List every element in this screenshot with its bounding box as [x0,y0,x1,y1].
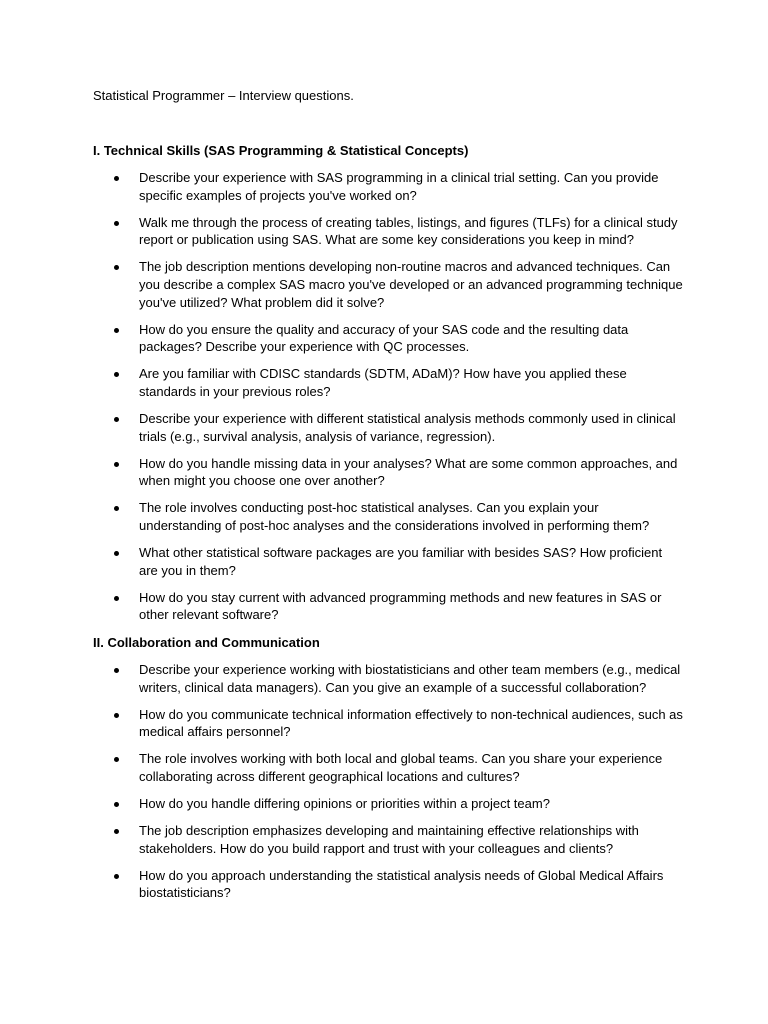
bullet-icon [114,417,119,422]
bullet-icon [114,506,119,511]
question-item [93,661,683,696]
question-item [93,706,683,741]
question-item [93,214,683,249]
document-title: Statistical Programmer – Interview questions. [93,88,354,103]
question-item [93,750,683,785]
question-item [93,822,683,857]
question-item [93,321,683,356]
bullet-icon [114,265,119,270]
section-heading-collaboration: II. Collaboration and Communication [93,634,320,650]
bullet-icon [114,829,119,834]
bullet-icon [114,668,119,673]
question-text: The job description emphasizes developing and maintaining effective relationships with stakeholders. How do you build rapport and trust with your colleagues and clients? [139,823,639,856]
question-text: What other statistical software packages are you familiar with besides SAS? How proficient are you in them? [139,545,663,578]
question-text: How do you handle differing opinions or priorities within a project team? [139,796,550,812]
question-text: How do you handle missing data in your analyses? What are some common approaches, and when might you choose one over another? [139,455,678,489]
bullet-icon [114,176,119,181]
question-item [93,410,683,445]
section-heading-technical-skills: I. Technical Skills (SAS Programming & Statistical Concepts) [93,143,469,158]
bullet-icon [114,328,119,333]
question-text: Describe your experience working with biostatisticians and other team members (e.g., medical writers, clinical data managers). Can you give an example of a successful collaboration? [139,661,681,695]
bullet-icon [114,462,119,467]
question-item [93,169,683,204]
question-text: Describe your experience with different statistical analysis methods commonly used in clinical trials (e.g., survival analysis, analysis of variance, regression). [139,411,676,444]
bullet-icon [114,757,119,762]
question-item [93,867,683,902]
question-item [93,499,683,534]
question-text: The role involves working with both local and global teams. Can you share your experience collaborating across different geographical locations and cultures? [139,751,663,784]
question-text: How do you approach understanding the statistical analysis needs of Global Medical Affairs biostatisticians? [139,867,664,901]
question-item [93,589,683,624]
question-text: How do you ensure the quality and accuracy of your SAS code and the resulting data packages? Describe your experience with QC processes. [139,321,629,355]
bullet-icon [114,221,119,226]
collaboration-question-list [93,661,683,902]
question-text: The job description mentions developing non-routine macros and advanced techniques. Can you describe a complex SAS macro you've developed or an advanced programming technique you've utilized? What problem did it solve? [139,259,683,310]
question-item [93,795,683,813]
question-text: The role involves conducting post-hoc statistical analyses. Can you explain your understanding of post-hoc analyses and the considerations involved in performing them? [139,500,650,533]
bullet-icon [114,802,119,807]
question-text: Are you familiar with CDISC standards (SDTM, ADaM)? How have you applied these standards in your previous roles? [139,366,627,399]
bullet-icon [114,596,119,601]
question-item [93,258,683,311]
question-text: Walk me through the process of creating tables, listings, and figures (TLFs) for a clinical study report or publication using SAS. What are some key considerations you keep in mind? [139,214,678,248]
question-text: How do you communicate technical information effectively to non-technical audiences, such as medical affairs personnel? [139,706,683,740]
question-item [93,455,683,490]
question-text: Describe your experience with SAS programming in a clinical trial setting. Can you provide specific examples of projects you've worked on? [139,170,659,203]
bullet-icon [114,372,119,377]
question-item [93,365,683,400]
bullet-icon [114,551,119,556]
document-body [93,142,683,912]
question-item [93,544,683,579]
bullet-icon [114,713,119,718]
technical-skills-question-list [93,169,683,624]
question-text: How do you stay current with advanced programming methods and new features in SAS or other relevant software? [139,589,662,623]
bullet-icon [114,874,119,879]
